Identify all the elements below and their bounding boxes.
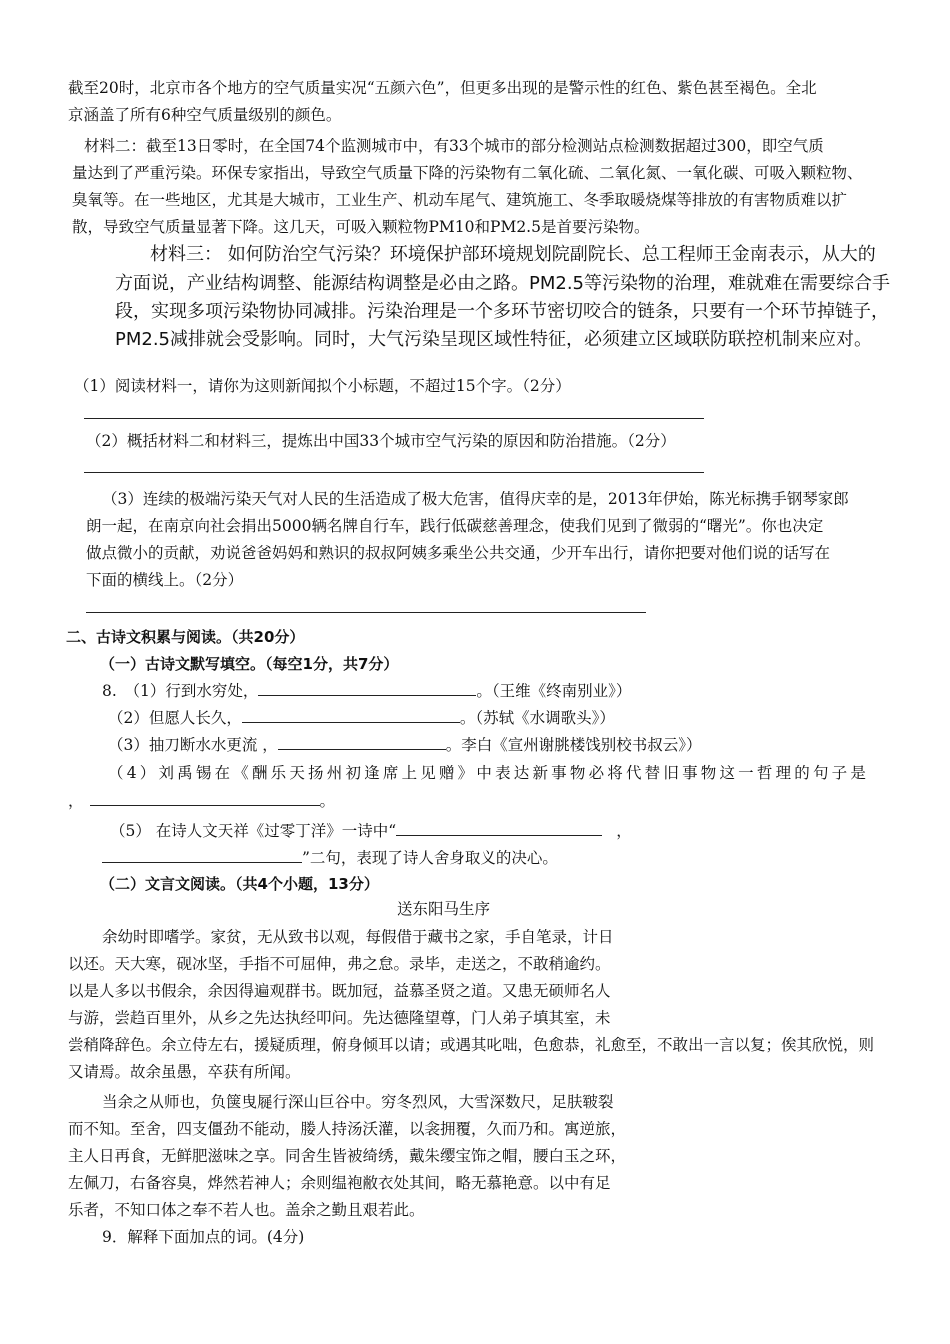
- material2-line: 臭氧等。在一些地区，尤其是大城市，工业生产、机动车尾气、建筑施工、冬季取暖烧煤等排放的有害物质难以扩: [72, 191, 848, 209]
- q8-1-prompt: 8. （1）行到水穷处，: [102, 682, 259, 700]
- q8-5-comma: ，: [616, 822, 632, 840]
- q8-3-blank[interactable]: [278, 734, 446, 750]
- passage-line: 乐者，不知口体之奉不若人也。盖余之勤且艰若此。: [68, 1201, 425, 1219]
- q8-3-source: 。李白《宣州谢朓楼饯别校书叔云》）: [445, 736, 702, 754]
- subsection-heading: （二）文言文阅读。（共4个小题，13分）: [100, 875, 379, 893]
- passage-line: 左佩刀，右备容臭，烨然若神人；余则缊袍敝衣处其间，略无慕艳意。以中有足: [68, 1174, 611, 1192]
- passage-line: 余幼时即嗜学。家贫，无从致书以观，每假借于藏书之家，手自笔录，计日: [102, 928, 614, 946]
- question-3: 朗一起，在南京向社会捐出5000辆名牌自行车，践行低碳慈善理念，使我们见到了微弱的“曙光”。你也决定: [86, 517, 824, 535]
- answer-line-2[interactable]: [84, 472, 704, 473]
- q8-1-blank[interactable]: [258, 680, 476, 696]
- material1-line: 京涵盖了所有6种空气质量级别的颜色。: [68, 106, 342, 124]
- material2-line: 材料二：截至13日零时，在全国74个监测城市中，有33个城市的部分检测站点检测数据超过300，即空气质: [84, 137, 824, 155]
- question-8-4: （4）刘禹锡在《酬乐天扬州初逢席上见赠》中表达新事物必将代替旧事物这一哲理的句子是: [108, 764, 870, 782]
- section-heading: 二、古诗文积累与阅读。（共20分）: [66, 628, 305, 646]
- q8-2-blank[interactable]: [242, 707, 460, 723]
- material2-line: 散，导致空气质量显著下降。这几天，可吸入颗粒物PM10和PM2.5是首要污染物。: [72, 218, 650, 236]
- material2-line: 量达到了严重污染。环保专家指出，导致空气质量下降的污染物有二氧化硫、二氧化氮、一氧化碳、可吸入颗粒物、: [72, 164, 863, 182]
- question-3: （3）连续的极端污染天气对人民的生活造成了极大危害，值得庆幸的是，2013年伊始，陈光标携手钢琴家郎: [102, 490, 849, 508]
- subsection-heading: （一）古诗文默写填空。（每空1分，共7分）: [100, 655, 399, 673]
- question-8-3: [108, 734, 702, 755]
- material3-line: 方面说，产业结构调整、能源结构调整是必由之路。PM2.5等污染物的治理，难就难在需要综合手: [115, 273, 891, 294]
- passage-line: 而不知。至舍，四支僵劲不能动，媵人持汤沃灌，以衾拥覆，久而乃和。寓逆旅，: [68, 1120, 627, 1138]
- question-2: （2）概括材料二和材料三，提炼出中国33个城市空气污染的原因和防治措施。（2分）: [86, 432, 676, 450]
- answer-line-3[interactable]: [86, 612, 646, 613]
- material1-line: 截至20时，北京市各个地方的空气质量实况“五颜六色”，但更多出现的是警示性的红色、紫色甚至褐色。全北: [68, 79, 817, 97]
- question-8-4-answer: [68, 790, 335, 811]
- q8-5-prompt: （5） 在诗人文天祥《过零丁洋》一诗中“: [110, 822, 397, 840]
- q8-4-blank[interactable]: [90, 790, 320, 806]
- q8-5-source: ”二句，表现了诗人舍身取义的决心。: [302, 849, 558, 867]
- question-8-5-cont: [102, 847, 558, 868]
- material3-line: 材料三： 如何防治空气污染？环境保护部环境规划院副院长、总工程师王金南表示，从大的: [150, 244, 876, 265]
- q8-2-prompt: （2）但愿人长久，: [108, 709, 242, 727]
- q8-2-source: 。（苏轼《水调歌头》）: [459, 709, 615, 727]
- q8-5-blank-2[interactable]: [102, 847, 302, 863]
- question-1: （1）阅读材料一，请你为这则新闻拟个小标题，不超过15个字。（2分）: [74, 377, 571, 395]
- passage-line: 与游，尝趋百里外，从乡之先达执经叩问。先达德隆望尊，门人弟子填其室，未: [68, 1009, 611, 1027]
- q8-4-comma: ，: [68, 792, 84, 810]
- q8-3-prompt: （3）抽刀断水水更流 ，: [108, 736, 278, 754]
- passage-line: 当余之从师也，负箧曳屣行深山巨谷中。穷冬烈风，大雪深数尺，足肤皲裂: [102, 1093, 614, 1111]
- question-8-2: [108, 707, 615, 728]
- material3-line: PM2.5减排就会受影响。同时，大气污染呈现区域性特征，必须建立区域联防联控机制来应对。: [115, 329, 873, 350]
- question-3: 下面的横线上。（2分）: [86, 571, 244, 589]
- q8-5-blank-1[interactable]: [396, 820, 602, 836]
- passage-title: 送东阳马生序: [397, 900, 491, 918]
- passage-line: 主人日再食，无鲜肥滋味之享。同舍生皆被绮绣，戴朱缨宝饰之帽，腰白玉之环，: [68, 1147, 627, 1165]
- passage-line: 以还。天大寒，砚冰坚，手指不可屈伸，弗之怠。录毕，走送之，不敢稍逾约。: [68, 955, 611, 973]
- q8-1-source: 。（王维《终南别业》）: [476, 682, 632, 700]
- material3-line: 段，实现多项污染物协同减排。污染治理是一个多环节密切咬合的链条，只要有一个环节掉链子，: [115, 301, 889, 322]
- q8-4-end: 。: [319, 792, 336, 810]
- passage-line: 又请焉。故余虽愚，卒获有所闻。: [68, 1063, 301, 1081]
- question-8-5: [110, 820, 632, 841]
- passage-line: 以是人多以书假余，余因得遍观群书。既加冠，益慕圣贤之道。又患无硕师名人: [68, 982, 611, 1000]
- question-3: 做点微小的贡献，劝说爸爸妈妈和熟识的叔叔阿姨多乘坐公共交通，少开车出行，请你把要对他们说的话写在: [86, 544, 831, 562]
- question-9: 9．解释下面加点的词。(4分): [102, 1228, 305, 1246]
- answer-line-1[interactable]: [84, 418, 704, 419]
- passage-line: 尝稍降辞色。余立侍左右，援疑质理，俯身倾耳以请；或遇其叱咄，色愈恭，礼愈至，不敢出一言以复；俟其欣悦，则: [68, 1036, 875, 1054]
- question-8-1: [102, 680, 631, 701]
